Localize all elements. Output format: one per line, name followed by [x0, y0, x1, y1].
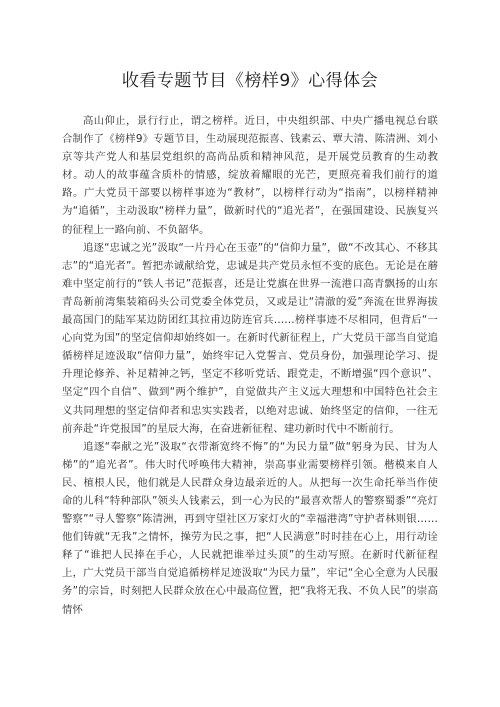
page-title: 收看专题节目《榜样9》心得体会	[121, 71, 379, 91]
paragraph-intro: 高山仰止，景行行止，谓之榜样。近日，中央组织部、中央广播电视总台联合制作了《榜样9》专题节目，生动展现范振喜、钱素云、覃大清、陈清洲、刘小京等共产党人和基层党组织的高尚品质和精神风范，是开展党员教育的生动教材。动人的故事蕴含质朴的情感，绽放着耀眼的光芒，更照亮着我们前行的道路。广大党员干部要以榜样事迹为“教材”，以榜样行动为“指南”，以榜样精神为“追循”，主动汲取“榜样力量”，做新时代的“追光者”，在强国建设、民族复兴的征程上一路向前、不负韶华。	[62, 115, 438, 236]
paragraph-dedication: 追逐“奉献之光”汲取“衣带渐宽终不悔”的“为民力量”做“躬身为民、甘为人梯”的“追光者”。伟大时代呼唤伟大精神，崇高事业需要榜样引领。楷模来自人民、植根人民，他们就是人民群众身边最亲近的人。从把每一次生命托举当作使命的儿科“特种部队”领头人钱素云，到一心为民的“最喜欢帮人的警察蜀黍”“亮灯警察”“寻人警察”陈清洲，再到守望社区万家灯火的“幸福港湾”守护者林则银……他们铸就“无我”之情怀，操劳为民之事，把“人民满意”时时挂在心上，用行动诠释了“谁把人民捧在手心，人民就把谁举过头顶”的生动写照。在新时代新征程上，广大党员干部当自觉追循榜样足迹汲取“为民力量”，牢记“全心全意为人民服务”的宗旨，时刻把人民群众放在心中最高位置，把“我将无我、不负人民”的崇高情怀	[62, 440, 438, 616]
document-body	[62, 112, 438, 619]
paragraph-loyalty: 追逐“忠诚之光”汲取“一片丹心在玉壶”的“信仰力量”，做“不改其心、不移其志”的“追光者”。暂把赤诚献给党，忠诚是共产党员永恒不变的底色。无论是在蘑难中坚定前行的“铁人书记”范振喜，还是让党旗在世界一流港口高青飘扬的山东青岛新前湾集装箱码头公司党委全体党员，又或是让“清澈的爱”奔流在世界海拔最高国门的陆军某边防团红其拉甫边防连官兵……榜样事迹不尽相同，但背后“一心向党为国”的坚定信仰却始终如一。在新时代新征程上，广大党员干部当自觉追循榜样足迹汲取“信仰力量”，始终牢记入党誓言、党员身份，加强理论学习、提升理论修养、补足精神之钙，坚定不移听党话、跟党走，不断增强“四个意识”、坚定“四个自信”、做到“两个维护”，自觉做共产主义远大理想和中国特色社会主义共同理想的坚定信仰者和忠实实践者，以绝对忠诚、始终坚定的信仰，一往无前奔赴“许党报国”的星辰大海，在奋进新征程、建功新时代中不断前行。	[62, 241, 438, 435]
